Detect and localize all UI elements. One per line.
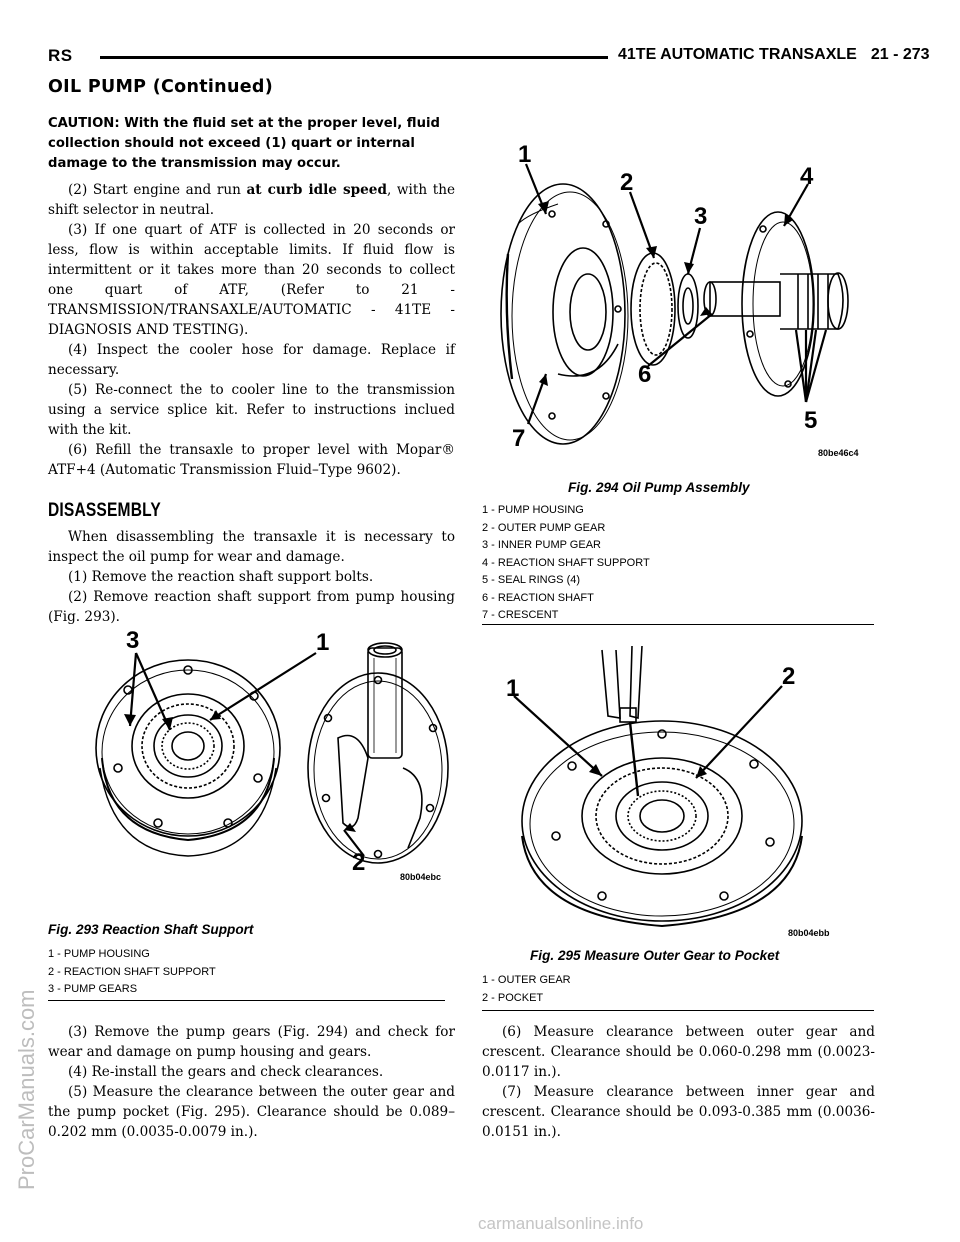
header-title: 41TE AUTOMATIC TRANSAXLE <box>618 46 857 63</box>
fig-294-caption: Fig. 294 Oil Pump Assembly <box>568 480 750 495</box>
fig-294-legend-item: 7 - CRESCENT <box>482 609 559 621</box>
step-6-measure-outer: (6) Measure clearance between outer gear and crescent. Clearance should be 0.060-0.298 mm (0.0023-0.0117 in.). <box>482 1024 875 1080</box>
header-section: RS <box>48 46 73 65</box>
fig-293-rule <box>48 1000 445 1001</box>
lower-right-steps <box>482 1022 875 1142</box>
fig-295-legend <box>482 972 571 1007</box>
fig-294-legend-item: 2 - OUTER PUMP GEAR <box>482 521 606 534</box>
fig-293-legend-item: 1 - PUMP HOUSING <box>48 948 150 960</box>
fig-294-callout-4: 4 <box>800 163 814 190</box>
fig-293-code: 80b04ebc <box>400 872 442 882</box>
disassembly-text <box>48 527 455 627</box>
section-title-disassembly: DISASSEMBLY <box>48 500 161 521</box>
bottom-watermark: carmanualsonline.info <box>478 1214 644 1233</box>
fig-295-legend-item: 2 - POCKET <box>482 991 544 1004</box>
header-rule <box>100 56 608 59</box>
fig-294-illustration <box>488 134 872 464</box>
step-2: (2) Start engine and run at curb idle speed, with the shift selector in neutral. <box>48 182 455 218</box>
fig-295-legend-item: 1 - OUTER GEAR <box>482 974 571 986</box>
disassembly-step-1: (1) Remove the reaction shaft support bolts. <box>68 569 374 585</box>
step-3: (3) If one quart of ATF is collected in 20 seconds or less, flow is within acceptable limits. If fluid flow is intermittent or it takes more than 20 seconds to collect one quart of ATF, (Refer to 21 - TRANSMISSION/TRANSAXLE/AUTOMATIC - 41TE - DIAGNOSIS AND TESTING). <box>48 222 455 338</box>
fig-295-caption: Fig. 295 Measure Outer Gear to Pocket <box>530 948 780 963</box>
fig-294-code: 80be46c4 <box>818 448 859 458</box>
fig-294-legend-item: 4 - REACTION SHAFT SUPPORT <box>482 556 650 569</box>
fig-293-caption: Fig. 293 Reaction Shaft Support <box>48 922 254 937</box>
page-number: 21 - 273 <box>870 46 930 63</box>
lower-left-steps <box>48 1022 455 1142</box>
fig-295-callout-1: 1 <box>506 675 520 702</box>
fig-294-rule <box>482 624 874 625</box>
fig-295-callout-2: 2 <box>782 663 796 690</box>
fig-294-legend-item: 1 - PUMP HOUSING <box>482 504 584 516</box>
disassembly-step-2: (2) Remove reaction shaft support from pump housing (Fig. 293). <box>48 589 455 625</box>
fig-294-callout-1: 1 <box>518 141 532 168</box>
fig-293-callout-3: 3 <box>126 627 140 654</box>
fig-294-callout-3: 3 <box>694 203 708 230</box>
page-subheading: OIL PUMP (Continued) <box>48 77 273 97</box>
fig-294-callout-5: 5 <box>804 407 818 434</box>
left-steps <box>48 180 455 480</box>
caution-note: CAUTION: With the fluid set at the proper level, fluid collection should not exceed (1) quart or internal damage to the transmission may occur. <box>48 116 440 171</box>
fig-294-legend-item: 5 - SEAL RINGS (4) <box>482 574 581 586</box>
step-5: (5) Re-connect the to cooler line to the transmission using a service splice kit. Refer to instructions inclued with the kit. <box>48 382 455 438</box>
fig-293-callout-2: 2 <box>352 849 366 876</box>
step-3-remove-gears: (3) Remove the pump gears (Fig. 294) and check for wear and damage on pump housing and gears. <box>48 1024 455 1060</box>
step-4-reinstall: (4) Re-install the gears and check clearances. <box>68 1064 384 1080</box>
side-watermark: ProCarManuals.com <box>14 989 39 1190</box>
header-right <box>618 46 930 64</box>
fig-294-legend-item: 6 - REACTION SHAFT <box>482 591 594 604</box>
fig-294-callout-2: 2 <box>620 169 634 196</box>
step-4: (4) Inspect the cooler hose for damage. Replace if necessary. <box>48 342 455 378</box>
step-5-measure: (5) Measure the clearance between the outer gear and the pump pocket (Fig. 295). Clearance should be 0.089–0.202 mm (0.0035-0.0079 in.). <box>48 1084 455 1140</box>
fig-293-legend-item: 2 - REACTION SHAFT SUPPORT <box>48 965 216 978</box>
fig-294-callout-6: 6 <box>638 361 652 388</box>
fig-295-code: 80b04ebb <box>788 928 830 938</box>
fig-294-legend <box>482 502 650 625</box>
fig-295-illustration <box>492 646 864 942</box>
fig-293-legend-item: 3 - PUMP GEARS <box>48 983 138 995</box>
fig-293-illustration <box>58 618 458 920</box>
fig-293-callout-1: 1 <box>316 629 330 656</box>
fig-295-rule <box>482 1010 874 1011</box>
step-6: (6) Refill the transaxle to proper level with Mopar® ATF+4 (Automatic Transmission Fluid–Type 9602). <box>48 442 455 478</box>
fig-293-legend <box>48 946 216 999</box>
step-7-measure-inner: (7) Measure clearance between inner gear and crescent. Clearance should be 0.093-0.385 mm (0.0036-0.0151 in.). <box>482 1084 875 1140</box>
fig-294-callout-7: 7 <box>512 425 526 452</box>
disassembly-intro: When disassembling the transaxle it is necessary to inspect the oil pump for wear and damage. <box>48 529 455 565</box>
fig-294-legend-item: 3 - INNER PUMP GEAR <box>482 539 601 551</box>
